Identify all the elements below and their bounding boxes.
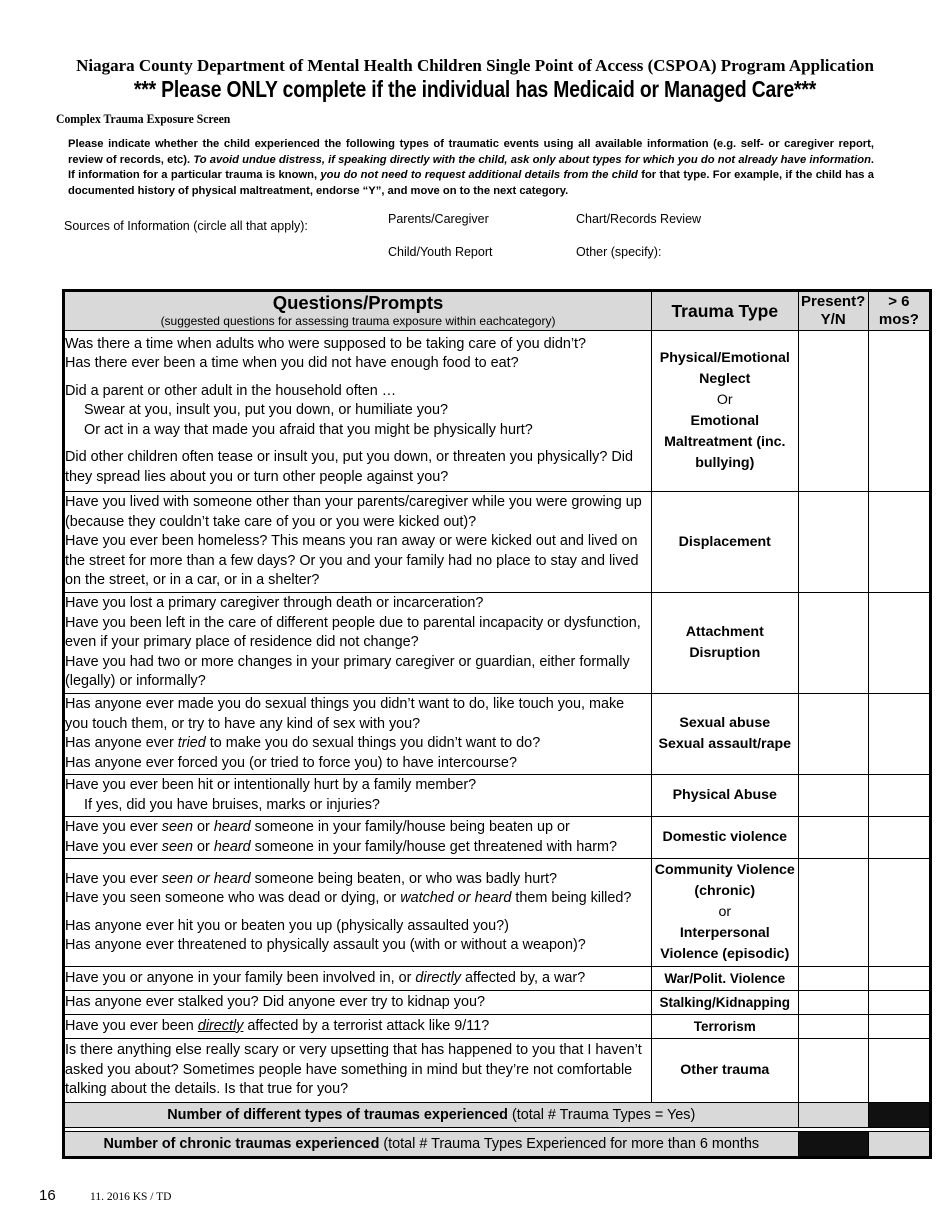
trauma-type-cell (652, 775, 799, 817)
summary-label-normal: (total # Trauma Types = Yes) (511, 1107, 696, 1123)
question-fragment: affected by a terrorist attack like 9/11? (247, 1017, 490, 1034)
trauma-type-label: Interpersonal Violence (episodic) (660, 925, 790, 962)
table-row (64, 331, 931, 492)
question-fragment: Have you seen someone who was dead or dying, or (65, 890, 397, 906)
source-option-child[interactable]: Child/Youth Report (388, 245, 493, 259)
instructions-p3: . If information for a particular trauma is known, (68, 153, 875, 182)
present-cell[interactable] (798, 492, 868, 593)
summary-label (64, 1103, 799, 1128)
present-cell[interactable] (798, 1015, 868, 1039)
table-row (64, 1039, 931, 1103)
trauma-type-cell (652, 991, 799, 1015)
question-fragment: Have you or anyone in your family been involved in, or (65, 969, 412, 986)
question-line (65, 969, 651, 989)
table-row (64, 859, 931, 967)
six-months-cell[interactable] (868, 775, 930, 817)
question-line: Has there ever been a time when you did not have enough food to eat? (65, 355, 519, 372)
trauma-type-label: Domestic violence (662, 829, 788, 845)
question-line: Have you ever been homeless? This means you ran away or were kicked out and lived on the street for more than a few days? Or you and your family had no place to stay and lived on the street, or in a car, or in a shelter? (65, 533, 639, 589)
trauma-type-cell (652, 1039, 799, 1103)
present-cell[interactable] (798, 817, 868, 859)
question-cell (64, 859, 652, 967)
trauma-type-cell (652, 1015, 799, 1039)
trauma-type-label: Physical/Emotional Neglect (659, 350, 790, 387)
question-fragment: someone in your family/house being beaten up or (254, 819, 570, 835)
six-months-cell[interactable] (868, 817, 930, 859)
header-present: Present? Y/N (798, 291, 868, 331)
question-line (65, 838, 651, 858)
present-cell[interactable] (798, 593, 868, 694)
present-cell[interactable] (798, 967, 868, 991)
table-row (64, 492, 931, 593)
present-cell[interactable] (798, 694, 868, 775)
footer-code: 11. 2016 KS / TD (90, 1191, 172, 1203)
question-line: Have you been left in the care of different people due to parental incapacity or dysfunction, even if your primary place of residence did not change? (65, 614, 641, 651)
question-line: Is there anything else really scary or very upsetting that has happened to you that I haven’t asked you about? Sometimes people have something in mind but they’re not comfortable talking about the details. Is that true for you? (65, 1042, 642, 1098)
question-emphasis: seen or heard (161, 870, 251, 887)
source-option-parents[interactable]: Parents/Caregiver (388, 212, 489, 226)
question-fragment: Have you ever (65, 819, 158, 835)
question-emphasis: tried (177, 735, 206, 751)
question-line (65, 818, 651, 838)
trauma-type-label: War/Polit. Violence (664, 971, 786, 986)
question-line: Has anyone ever made you do sexual things you didn’t want to do, like touch you, make you touch them, or try to have any kind of sex with you? (65, 696, 625, 732)
six-months-cell[interactable] (868, 492, 930, 593)
table-row (64, 775, 931, 817)
question-emphasis: watched or heard (400, 890, 512, 906)
header-six-months: > 6 mos? (868, 291, 930, 331)
header-questions (64, 291, 652, 331)
question-fragment: Have you ever been (65, 1017, 194, 1034)
question-fragment: or (197, 838, 210, 855)
six-months-cell[interactable] (868, 331, 930, 492)
question-line: Has anyone ever forced you (or tried to force you) to have intercourse? (65, 754, 517, 771)
question-emphasis: directly (415, 969, 461, 986)
table-row (64, 817, 931, 859)
question-line: Has anyone ever threatened to physically assault you (with or without a weapon)? (65, 937, 586, 953)
table-row (64, 1015, 931, 1039)
trauma-type-label: Community Violence (chronic) (654, 862, 795, 899)
question-line (65, 734, 651, 754)
question-line (65, 1017, 651, 1037)
form-title: Niagara County Department of Mental Health Children Single Point of Access (CSPOA) Program Application (76, 56, 874, 75)
six-months-cell[interactable] (868, 593, 930, 694)
trauma-type-cell (652, 593, 799, 694)
question-line: Have you lost a primary caregiver through death or incarceration? (65, 595, 484, 612)
total-chronic-cell[interactable] (868, 1132, 930, 1158)
question-cell (64, 492, 652, 593)
section-heading: Complex Trauma Exposure Screen (56, 111, 231, 126)
question-fragment: affected by, a war? (464, 969, 586, 986)
question-fragment: Have you ever (65, 870, 158, 887)
question-line: Was there a time when adults who were supposed to be taking care of you didn’t? (65, 335, 587, 352)
question-line: Did a parent or other adult in the household often … (65, 382, 397, 399)
question-emphasis: heard (213, 819, 251, 835)
present-cell[interactable] (798, 775, 868, 817)
instructions (68, 137, 874, 199)
question-line: If yes, did you have bruises, marks or injuries? (84, 796, 380, 813)
present-cell[interactable] (798, 991, 868, 1015)
question-emphasis: seen (161, 819, 194, 835)
question-line: Has anyone ever stalked you? Did anyone ever try to kidnap you? (65, 993, 485, 1010)
present-cell[interactable] (798, 1039, 868, 1103)
instructions-p5: for that type. For example, if the child has a documented history of physical maltreatment, endorse “Y”, and move on to the next category. (68, 169, 875, 197)
trauma-type-or: Or (716, 392, 733, 408)
question-line (65, 870, 651, 890)
summary-row-chronic (64, 1132, 931, 1158)
summary-label-bold: Number of different types of traumas experienced (167, 1107, 508, 1123)
question-cell (64, 817, 652, 859)
question-fragment: Has anyone ever (65, 735, 174, 751)
question-emphasis: heard (213, 838, 251, 855)
question-cell (64, 1015, 652, 1039)
question-line: Or act in a way that made you afraid that you might be physically hurt? (84, 421, 533, 438)
summary-label-bold: Number of chronic traumas experienced (103, 1136, 380, 1152)
question-fragment: or (197, 819, 210, 835)
summary-label (64, 1132, 799, 1158)
table-row (64, 593, 931, 694)
six-months-cell[interactable] (868, 1039, 930, 1103)
question-line: Swear at you, insult you, put you down, or humiliate you? (84, 402, 448, 419)
trauma-type-cell (652, 331, 799, 492)
summary-row-types (64, 1103, 931, 1128)
medicaid-warning: *** Please ONLY complete if the individual has Medicaid or Managed Care*** (133, 76, 817, 102)
trauma-type-cell (652, 492, 799, 593)
table-header-row (64, 291, 931, 331)
question-cell (64, 1039, 652, 1103)
present-cell[interactable] (798, 331, 868, 492)
six-months-cell[interactable] (868, 694, 930, 775)
table-row (64, 694, 931, 775)
table-row (64, 967, 931, 991)
question-emphasis: directly (197, 1017, 244, 1034)
question-line: Have you lived with someone other than your parents/caregiver while you were growing up (because they couldn’t take care of you or you were kicked out)? (65, 494, 642, 530)
trauma-type-label: Sexual abuse (679, 715, 771, 731)
question-line: Did other children often tease or insult you, put you down, or threaten you physically? Did they spread lies about you or turn other people against you? (65, 449, 633, 485)
trauma-type-cell (652, 817, 799, 859)
question-line (65, 889, 651, 909)
blocked-cell (798, 1132, 868, 1158)
trauma-type-label: Displacement (678, 533, 771, 550)
trauma-type-label: Attachment Disruption (685, 624, 764, 661)
question-fragment: someone in your family/house get threatened with harm? (254, 838, 617, 855)
source-option-other[interactable]: Other (specify): (576, 245, 662, 259)
question-emphasis: seen (161, 838, 194, 855)
trauma-screen-table (62, 289, 932, 1159)
total-types-cell[interactable] (798, 1103, 868, 1128)
six-months-cell[interactable] (868, 991, 930, 1015)
question-line: Has anyone ever hit you or beaten you up (physically assaulted you?) (65, 917, 509, 934)
instructions-p4: you do not need to request additional details from the child (320, 169, 638, 182)
trauma-type-cell (652, 694, 799, 775)
question-cell (64, 694, 652, 775)
six-months-cell[interactable] (868, 859, 930, 967)
header-questions-sub: (suggested questions for assessing trauma exposure within eachcategory) (160, 314, 556, 328)
question-cell (64, 991, 652, 1015)
question-cell (64, 593, 652, 694)
header-questions-title: Questions/Prompts (272, 292, 444, 313)
question-fragment: them being killed? (515, 890, 632, 906)
trauma-type-label: Stalking/Kidnapping (659, 995, 791, 1010)
blocked-cell (868, 1103, 930, 1128)
instructions-p2: To avoid undue distress, if speaking directly with the child, ask only about types for which you do not already have information (193, 153, 871, 166)
page-number: 16 (39, 1187, 56, 1204)
question-fragment: to make you do sexual things you didn’t want to do? (209, 735, 541, 751)
summary-label-normal: (total # Trauma Types Experienced for more than 6 months (383, 1136, 760, 1152)
question-cell (64, 775, 652, 817)
question-cell (64, 967, 652, 991)
question-fragment: someone being beaten, or who was badly hurt? (254, 870, 558, 887)
sources-label: Sources of Information (circle all that apply): (64, 219, 308, 233)
trauma-type-cell (652, 859, 799, 967)
question-fragment: Have you ever (65, 838, 158, 855)
trauma-type-label: Terrorism (693, 1019, 756, 1034)
question-cell (64, 331, 652, 492)
present-cell[interactable] (798, 859, 868, 967)
six-months-cell[interactable] (868, 967, 930, 991)
trauma-type-label: Emotional Maltreatment (inc. bullying) (664, 413, 786, 471)
question-line: Have you ever been hit or intentionally hurt by a family member? (65, 777, 477, 793)
header-trauma-type: Trauma Type (652, 291, 799, 331)
instructions-p1: Please indicate whether the child experienced the following types of traumatic events using all available information (e.g. self- or caregiver report, review of records, etc). (68, 138, 874, 166)
question-line: Have you had two or more changes in your primary caregiver or guardian, either formally (legally) or informally? (65, 653, 630, 690)
trauma-type-cell (652, 967, 799, 991)
table-row (64, 991, 931, 1015)
source-option-chart[interactable]: Chart/Records Review (576, 212, 702, 226)
trauma-type-label: Sexual assault/rape (658, 736, 792, 752)
six-months-cell[interactable] (868, 1015, 930, 1039)
trauma-type-or: or (718, 904, 732, 920)
trauma-type-label: Physical Abuse (672, 787, 777, 803)
trauma-type-label: Other trauma (680, 1062, 770, 1078)
